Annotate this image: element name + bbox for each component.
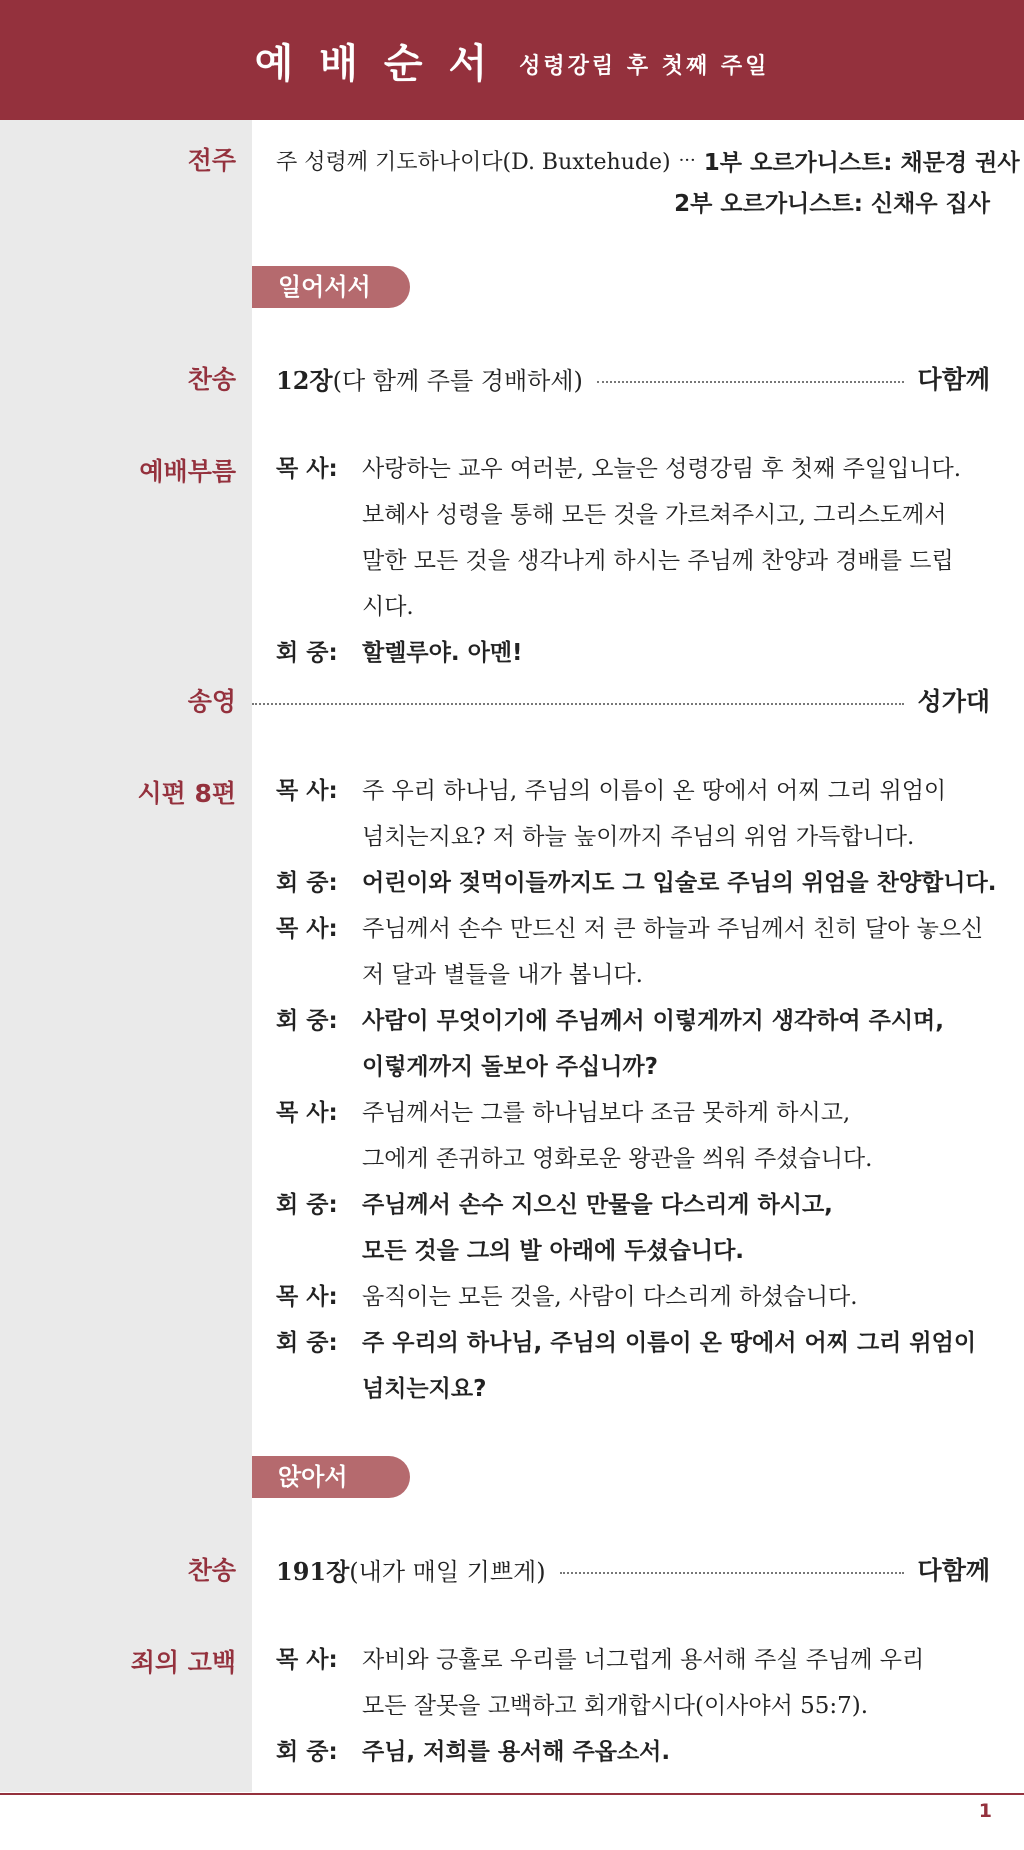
- reading-line: 넘치는지요?: [362, 1376, 487, 1402]
- reading-line: 모든 것을 그의 발 아래에 두셨습니다.: [362, 1238, 745, 1264]
- call-to-worship-responsive: [276, 446, 990, 676]
- section-label-hymn-2: 찬송: [187, 1556, 236, 1585]
- reading-line: 저 달과 별들을 내가 봅니다.: [362, 962, 643, 988]
- reading-line: 이렇게까지 돌보아 주십니까?: [362, 1054, 658, 1080]
- speaker-pastor: 목 사:: [276, 778, 338, 804]
- reading-line: 말한 모든 것을 생각나게 하시는 주님께 찬양과 경배를 드립: [362, 548, 954, 574]
- reading-line: 주님, 저희를 용서해 주옵소서.: [362, 1739, 671, 1765]
- prelude-leader: ···: [678, 149, 696, 171]
- leader-dots: [560, 1572, 904, 1574]
- section-label-hymn-1: 찬송: [187, 365, 236, 394]
- section-label-psalm: 시편 8편: [137, 779, 236, 808]
- reading-line: 움직이는 모든 것을, 사람이 다스리게 하셨습니다.: [362, 1284, 858, 1310]
- pastor-row: [276, 906, 990, 998]
- speaker-congregation: 회 중:: [276, 1008, 338, 1034]
- pastor-row: [276, 446, 990, 630]
- pastor-row: [276, 1637, 990, 1729]
- page-title: 예배순서: [254, 40, 514, 87]
- pastor-row: [276, 1274, 990, 1320]
- speaker-congregation: 회 중:: [276, 1192, 338, 1218]
- section-label-anthem: 송영: [187, 687, 236, 716]
- congregation-row: [276, 1729, 990, 1775]
- sit-badge: 앉아서: [252, 1456, 410, 1498]
- pastor-row: [276, 1090, 990, 1182]
- hymn-1-performer: 다함께: [917, 365, 990, 394]
- hymn-2-line: [276, 1547, 990, 1591]
- speaker-congregation: 회 중:: [276, 640, 338, 666]
- speaker-congregation: 회 중:: [276, 1330, 338, 1356]
- stand-badge: 일어서서: [252, 266, 410, 308]
- page-number: 1: [978, 1800, 992, 1822]
- reading-line: 넘치는지요? 저 하늘 높이까지 주님의 위엄 가득합니다.: [362, 824, 915, 850]
- section-label-prelude: 전주: [187, 146, 236, 175]
- hymn-1-number: 12장: [276, 365, 333, 395]
- reading-line: 모든 잘못을 고백하고 회개합시다(이사야서 55:7).: [362, 1693, 869, 1719]
- reading-line: 할렐루야. 아멘!: [362, 640, 523, 666]
- leader-dots: [252, 703, 904, 705]
- organist-1: 1부 오르가니스트: 채문경 권사: [703, 149, 1020, 176]
- hymn-2-number: 191장: [276, 1556, 350, 1586]
- reading-line: 주님께서는 그를 하나님보다 조금 못하게 하시고,: [362, 1100, 851, 1126]
- section-label-confession: 죄의 고백: [130, 1648, 236, 1677]
- prelude-piece: 주 성령께 기도하나이다(D. Buxtehude): [276, 149, 671, 175]
- hymn-2-title: (내가 매일 기쁘게): [349, 1557, 546, 1586]
- anthem-performer: 성가대: [917, 687, 990, 716]
- reading-line: 주님께서 손수 만드신 저 큰 하늘과 주님께서 친히 달아 놓으신: [362, 916, 984, 942]
- prelude-line: [276, 138, 1020, 182]
- hymn-2-performer: 다함께: [917, 1556, 990, 1585]
- reading-line: 보혜사 성령을 통해 모든 것을 가르쳐주시고, 그리스도께서: [362, 502, 947, 528]
- organist-2: 2부 오르가니스트: 신채우 집사: [674, 191, 990, 217]
- section-label-call-to-worship: 예배부름: [139, 457, 236, 486]
- page-subtitle: 성령강림 후 첫째 주일: [519, 53, 770, 79]
- speaker-pastor: 목 사:: [276, 456, 338, 482]
- congregation-row: [276, 998, 990, 1090]
- congregation-row: [276, 1182, 990, 1274]
- psalm-responsive: [276, 768, 997, 1412]
- congregation-row: [276, 1320, 990, 1412]
- reading-line: 주 우리의 하나님, 주님의 이름이 온 땅에서 어찌 그리 위엄이: [362, 1330, 977, 1356]
- hymn-1-title: (다 함께 주를 경배하세): [332, 366, 583, 395]
- footer-rule: [0, 1793, 1024, 1795]
- speaker-pastor: 목 사:: [276, 1100, 338, 1126]
- header-banner: [0, 0, 1024, 120]
- reading-line: 시다.: [362, 594, 414, 620]
- speaker-pastor: 목 사:: [276, 1284, 338, 1310]
- speaker-congregation: 회 중:: [276, 870, 338, 896]
- pastor-row: [276, 768, 990, 860]
- hymn-1-line: [276, 356, 990, 400]
- reading-line: 사랑하는 교우 여러분, 오늘은 성령강림 후 첫째 주일입니다.: [362, 456, 962, 482]
- reading-line: 자비와 긍휼로 우리를 너그럽게 용서해 주실 주님께 우리: [362, 1647, 925, 1673]
- reading-line: 주 우리 하나님, 주님의 이름이 온 땅에서 어찌 그리 위엄이: [362, 778, 947, 804]
- anthem-line: [252, 678, 990, 722]
- confession-responsive: [276, 1637, 990, 1775]
- congregation-row: [276, 860, 997, 906]
- speaker-pastor: 목 사:: [276, 1647, 338, 1673]
- congregation-row: [276, 630, 990, 676]
- speaker-pastor: 목 사:: [276, 916, 338, 942]
- leader-dots: [597, 381, 904, 383]
- speaker-congregation: 회 중:: [276, 1739, 338, 1765]
- reading-line: 주님께서 손수 지으신 만물을 다스리게 하시고,: [362, 1192, 833, 1218]
- reading-line: 사람이 무엇이기에 주님께서 이렇게까지 생각하여 주시며,: [362, 1008, 945, 1034]
- reading-line: 어린이와 젖먹이들까지도 그 입술로 주님의 위엄을 찬양합니다.: [362, 870, 997, 896]
- reading-line: 그에게 존귀하고 영화로운 왕관을 씌워 주셨습니다.: [362, 1146, 873, 1172]
